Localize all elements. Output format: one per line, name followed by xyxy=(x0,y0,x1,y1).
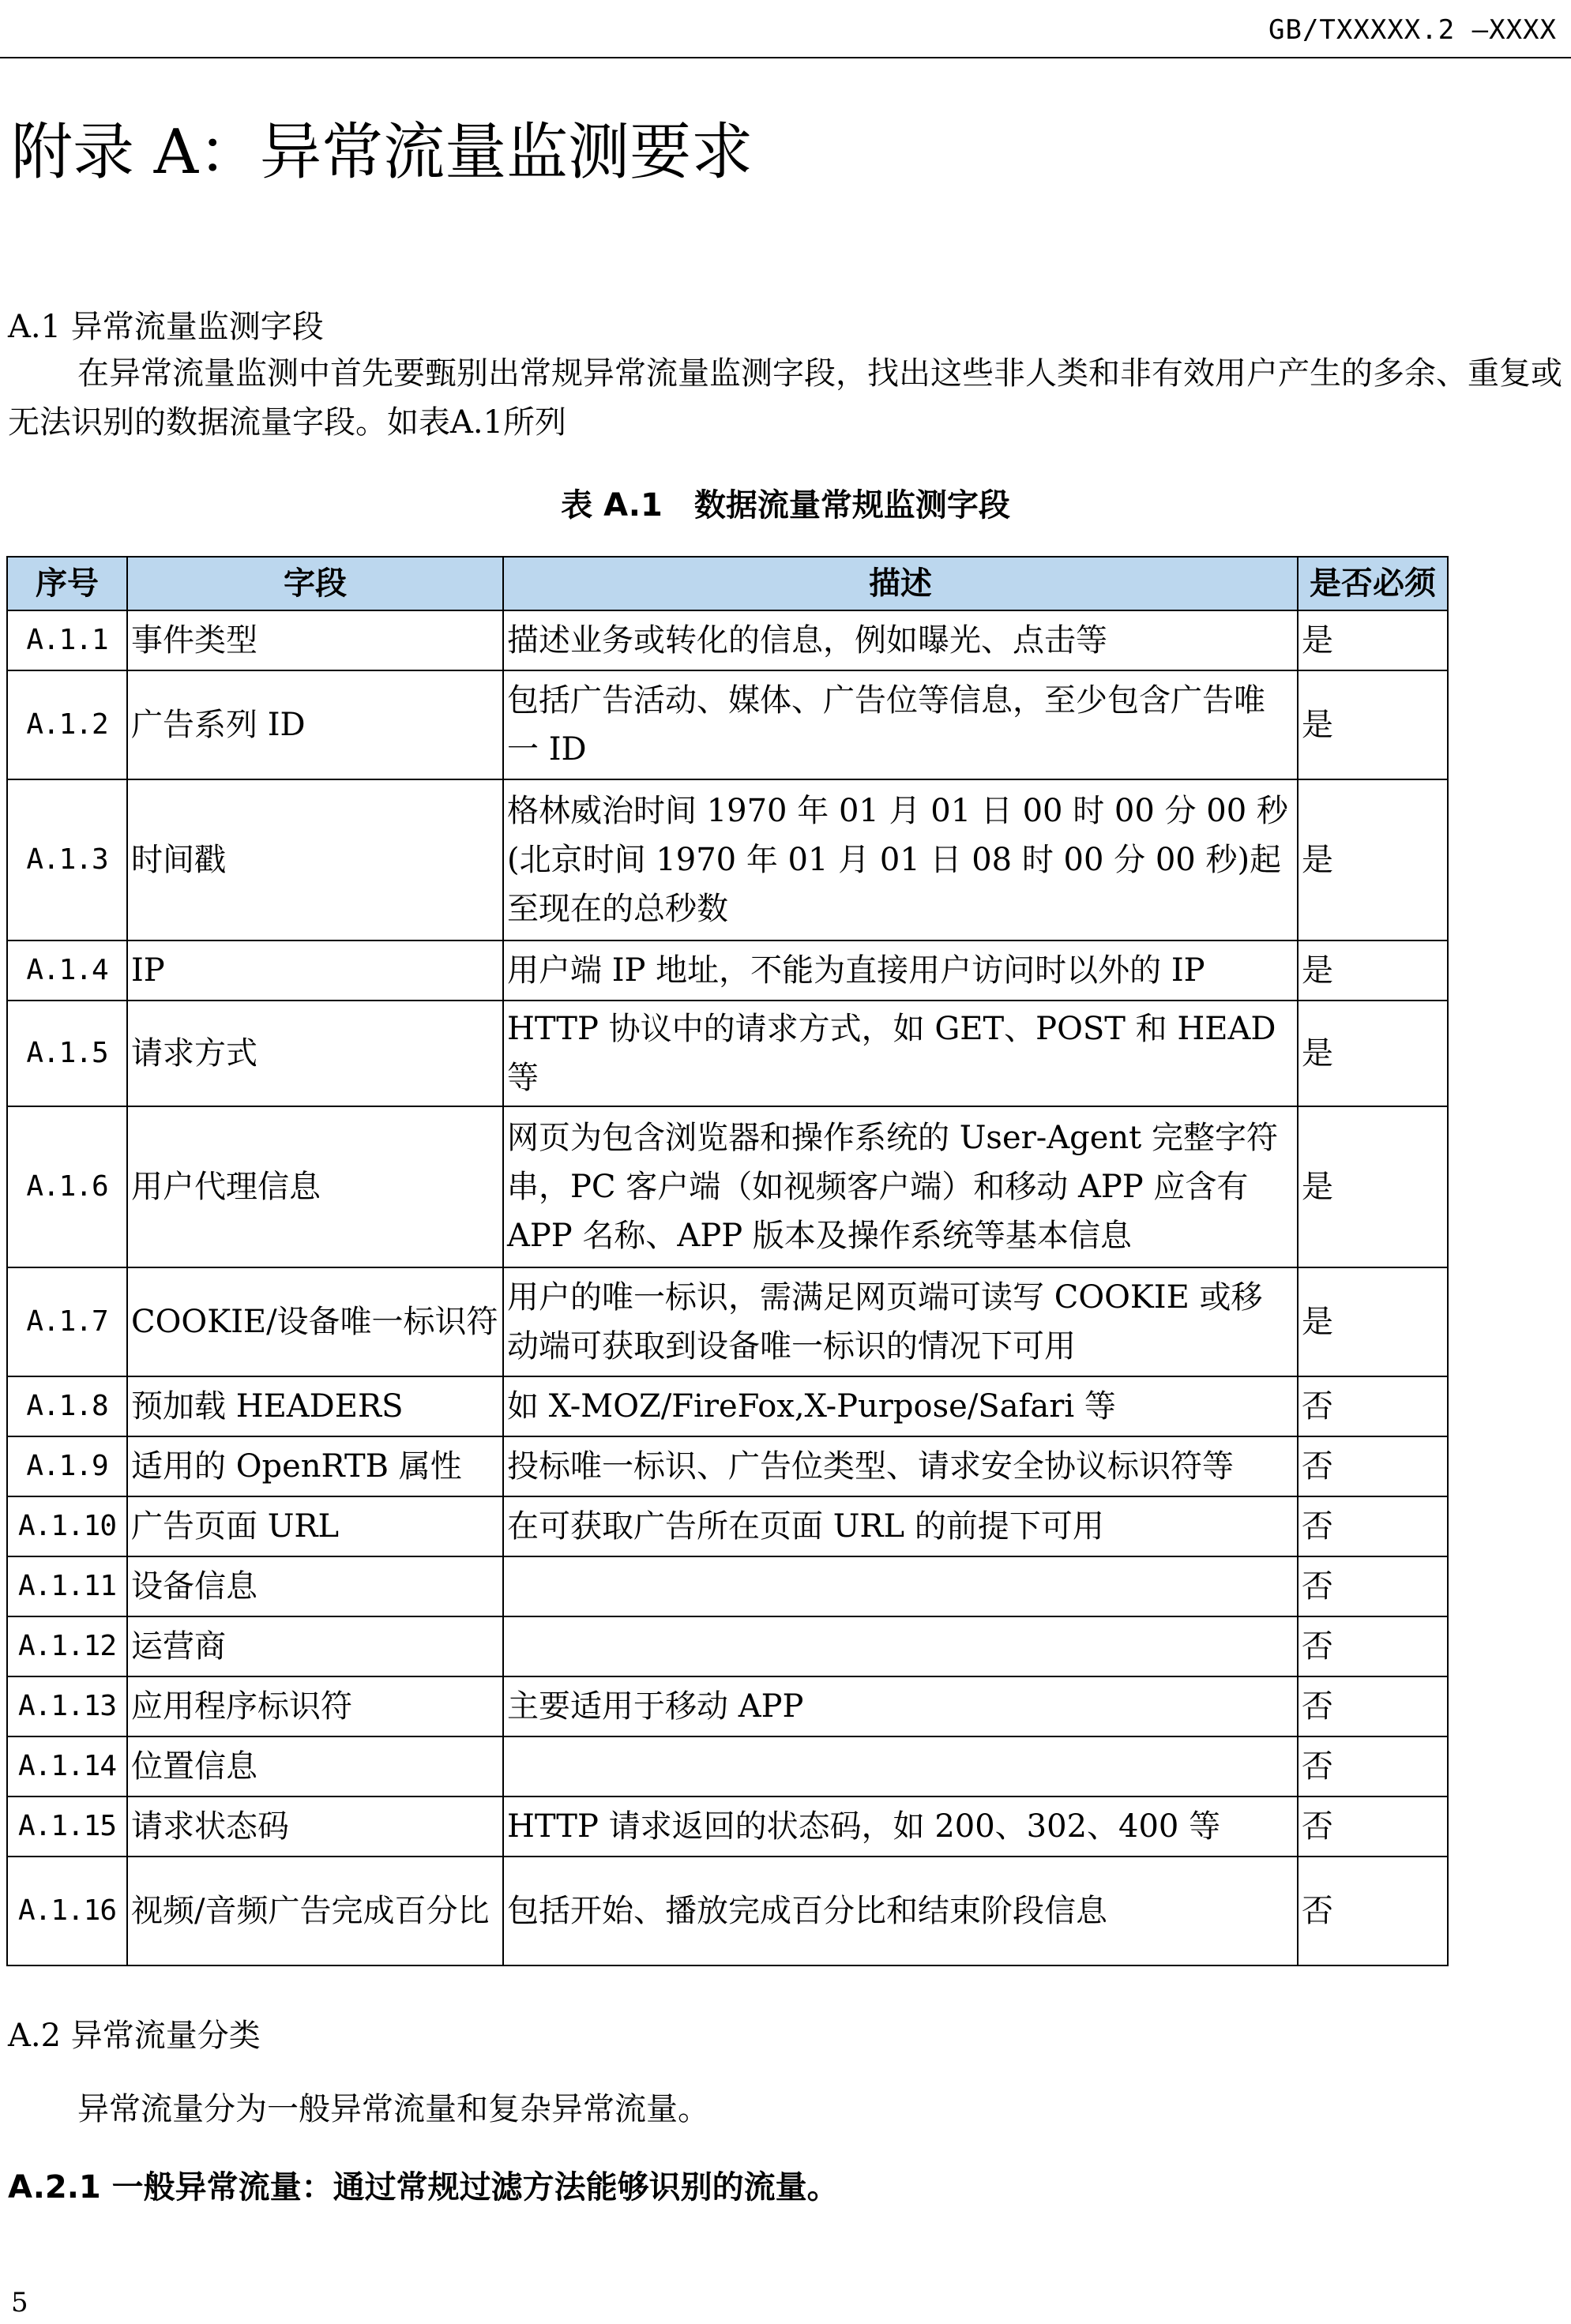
monitoring-fields-table xyxy=(6,556,1449,1966)
cell-required: 否 xyxy=(1298,1676,1448,1736)
cell-number: A.1.12 xyxy=(7,1616,127,1676)
cell-number: A.1.9 xyxy=(7,1436,127,1496)
header-divider xyxy=(0,57,1571,58)
cell-number: A.1.7 xyxy=(7,1267,127,1376)
cell-description xyxy=(503,1556,1298,1616)
table-row xyxy=(7,1736,1448,1797)
cell-description: 主要适用于移动 APP xyxy=(503,1676,1298,1736)
cell-field: 应用程序标识符 xyxy=(127,1676,503,1736)
header-number: 序号 xyxy=(7,557,127,610)
table-row xyxy=(7,1496,1448,1556)
cell-field: 事件类型 xyxy=(127,610,503,670)
page-number: 5 xyxy=(11,2287,28,2318)
table-header-row xyxy=(7,557,1448,610)
cell-number: A.1.13 xyxy=(7,1676,127,1736)
header-field: 字段 xyxy=(127,557,503,610)
cell-field: 广告页面 URL xyxy=(127,1496,503,1556)
cell-number: A.1.6 xyxy=(7,1106,127,1267)
table-row xyxy=(7,940,1448,1001)
cell-required: 是 xyxy=(1298,779,1448,940)
cell-number: A.1.10 xyxy=(7,1496,127,1556)
cell-number: A.1.5 xyxy=(7,1001,127,1106)
cell-field: 请求状态码 xyxy=(127,1797,503,1857)
cell-number: A.1.8 xyxy=(7,1376,127,1436)
cell-field: 时间戳 xyxy=(127,779,503,940)
appendix-title: 附录 A：异常流量监测要求 xyxy=(11,117,754,188)
header-required: 是否必须 xyxy=(1298,557,1448,610)
table-row xyxy=(7,1106,1448,1267)
cell-number: A.1.2 xyxy=(7,670,127,779)
cell-required: 否 xyxy=(1298,1556,1448,1616)
table-caption: 表 A.1 数据流量常规监测字段 xyxy=(561,487,1010,524)
cell-description: 描述业务或转化的信息，例如曝光、点击等 xyxy=(503,610,1298,670)
cell-required: 是 xyxy=(1298,940,1448,1001)
cell-required: 是 xyxy=(1298,610,1448,670)
cell-description: 在可获取广告所在页面 URL 的前提下可用 xyxy=(503,1496,1298,1556)
cell-field: 适用的 OpenRTB 属性 xyxy=(127,1436,503,1496)
cell-required: 否 xyxy=(1298,1736,1448,1797)
cell-number: A.1.15 xyxy=(7,1797,127,1857)
table-row xyxy=(7,1797,1448,1857)
table-row xyxy=(7,1001,1448,1106)
section-a2-paragraph: 异常流量分为一般异常流量和复杂异常流量。 xyxy=(77,2091,709,2127)
cell-field: 视频/音频广告完成百分比 xyxy=(127,1857,503,1965)
document-code: GB/TXXXXX.2 —XXXX xyxy=(1268,14,1557,46)
section-a2-heading: A.2 异常流量分类 xyxy=(8,2018,261,2054)
cell-description: 包括广告活动、媒体、广告位等信息，至少包含广告唯一 ID xyxy=(503,670,1298,779)
header-description: 描述 xyxy=(503,557,1298,610)
table-row xyxy=(7,1556,1448,1616)
cell-description: 网页为包含浏览器和操作系统的 User-Agent 完整字符串，PC 客户端（如视频客户端）和移动 APP 应含有 APP 名称、APP 版本及操作系统等基本信息 xyxy=(503,1106,1298,1267)
cell-required: 是 xyxy=(1298,1001,1448,1106)
cell-field: 广告系列 ID xyxy=(127,670,503,779)
cell-required: 是 xyxy=(1298,1106,1448,1267)
section-a1-paragraph: 在异常流量监测中首先要甄别出常规异常流量监测字段，找出这些非人类和非有效用户产生的多余、重复或无法识别的数据流量字段。如表A.1所列 xyxy=(8,355,1562,441)
cell-description xyxy=(503,1736,1298,1797)
cell-required: 否 xyxy=(1298,1797,1448,1857)
cell-required: 是 xyxy=(1298,1267,1448,1376)
cell-field: 用户代理信息 xyxy=(127,1106,503,1267)
cell-required: 否 xyxy=(1298,1496,1448,1556)
table-row xyxy=(7,1436,1448,1496)
table-row xyxy=(7,1616,1448,1676)
cell-description: 如 X-MOZ/FireFox,X-Purpose/Safari 等 xyxy=(503,1376,1298,1436)
cell-field: 设备信息 xyxy=(127,1556,503,1616)
cell-number: A.1.14 xyxy=(7,1736,127,1797)
cell-required: 否 xyxy=(1298,1616,1448,1676)
cell-description: 用户端 IP 地址，不能为直接用户访问时以外的 IP xyxy=(503,940,1298,1001)
cell-number: A.1.11 xyxy=(7,1556,127,1616)
table-row xyxy=(7,1857,1448,1965)
cell-field: COOKIE/设备唯一标识符 xyxy=(127,1267,503,1376)
cell-field: 预加载 HEADERS xyxy=(127,1376,503,1436)
cell-description xyxy=(503,1616,1298,1676)
cell-number: A.1.1 xyxy=(7,610,127,670)
cell-required: 否 xyxy=(1298,1857,1448,1965)
table-row xyxy=(7,1376,1448,1436)
cell-number: A.1.3 xyxy=(7,779,127,940)
cell-field: 位置信息 xyxy=(127,1736,503,1797)
cell-description: 用户的唯一标识，需满足网页端可读写 COOKIE 或移动端可获取到设备唯一标识的情况下可用 xyxy=(503,1267,1298,1376)
cell-description: HTTP 请求返回的状态码，如 200、302、400 等 xyxy=(503,1797,1298,1857)
cell-description: 投标唯一标识、广告位类型、请求安全协议标识符等 xyxy=(503,1436,1298,1496)
section-a21-heading: A.2.1 一般异常流量：通过常规过滤方法能够识别的流量。 xyxy=(8,2169,839,2206)
cell-number: A.1.16 xyxy=(7,1857,127,1965)
cell-field: IP xyxy=(127,940,503,1001)
cell-required: 否 xyxy=(1298,1376,1448,1436)
table-row xyxy=(7,670,1448,779)
table-row xyxy=(7,1267,1448,1376)
cell-description: HTTP 协议中的请求方式，如 GET、POST 和 HEAD 等 xyxy=(503,1001,1298,1106)
cell-required: 否 xyxy=(1298,1436,1448,1496)
cell-number: A.1.4 xyxy=(7,940,127,1001)
table-row xyxy=(7,610,1448,670)
cell-description: 格林威治时间 1970 年 01 月 01 日 00 时 00 分 00 秒(北京时间 1970 年 01 月 01 日 08 时 00 分 00 秒)起至现在的总秒数 xyxy=(503,779,1298,940)
table-row xyxy=(7,779,1448,940)
section-a1-heading: A.1 异常流量监测字段 xyxy=(8,309,324,345)
cell-required: 是 xyxy=(1298,670,1448,779)
cell-field: 运营商 xyxy=(127,1616,503,1676)
table-row xyxy=(7,1676,1448,1736)
cell-description: 包括开始、播放完成百分比和结束阶段信息 xyxy=(503,1857,1298,1965)
cell-field: 请求方式 xyxy=(127,1001,503,1106)
